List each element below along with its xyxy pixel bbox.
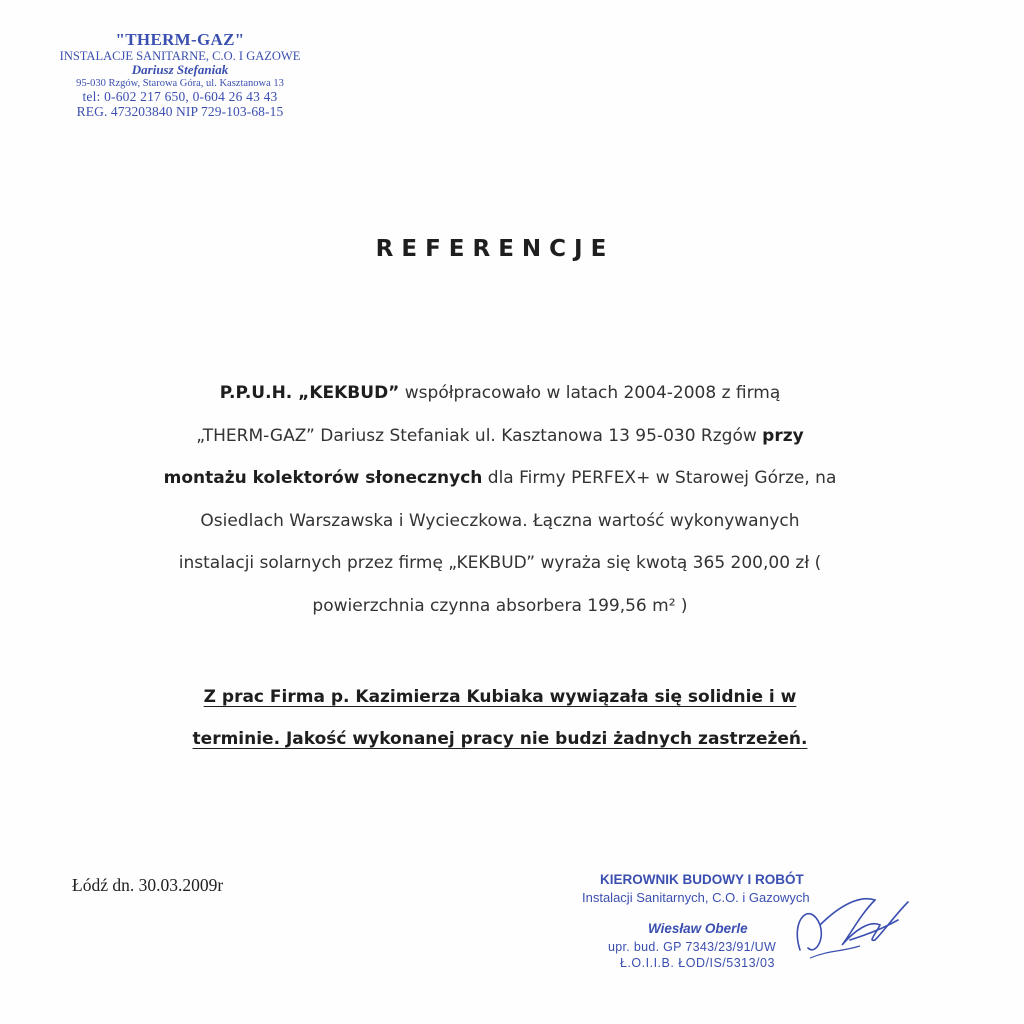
body-line-5: instalacji solarnych przez firmę „KEKBUD” wyraża się kwotą 365 200,00 zł ( bbox=[178, 553, 822, 573]
sig-stamp-subtitle: Instalacji Sanitarnych, C.O. i Gazowych bbox=[582, 890, 810, 905]
stamp-owner: Dariusz Stefaniak bbox=[131, 62, 229, 78]
body-line-1 bbox=[60, 372, 940, 415]
body-line-3-text: dla Firmy PERFEX+ w Starowej Górze, na bbox=[482, 468, 837, 488]
closing-line-1-text: Z prac Firma p. Kazimierza Kubiaka wywiązała się solidnie i w bbox=[203, 687, 797, 707]
sig-stamp-registry: Ł.O.I.I.B. ŁOD/IS/5313/03 bbox=[620, 956, 775, 970]
document-title: REFERENCJE bbox=[375, 236, 615, 262]
stamp-services: INSTALACJE SANITARNE, C.O. I GAZOWE bbox=[59, 49, 301, 64]
reference-body bbox=[60, 372, 940, 627]
body-line-3-bold: montażu kolektorów słonecznych bbox=[163, 468, 483, 488]
body-line-6: powierzchnia czynna absorbera 199,56 m² ) bbox=[312, 595, 688, 616]
stamp-phone: tel: 0-602 217 650, 0-604 26 43 43 bbox=[82, 89, 278, 105]
company-stamp bbox=[44, 30, 316, 120]
stamp-address: 95-030 Rzgów, Starowa Góra, ul. Kasztanowa 13 bbox=[76, 77, 284, 89]
sig-stamp-title: KIEROWNIK BUDOWY I ROBÓT bbox=[600, 872, 804, 887]
closing-line-1 bbox=[60, 676, 940, 718]
document-date: Łódź dn. 30.03.2009r bbox=[72, 875, 224, 895]
body-line-2 bbox=[60, 415, 940, 458]
body-line-2-text: „THERM-GAZ” Dariusz Stefaniak ul. Kasztanowa 13 95-030 Rzgów bbox=[196, 425, 763, 446]
company-name: P.P.U.H. „KEKBUD” bbox=[219, 383, 400, 403]
body-line-3 bbox=[60, 457, 940, 500]
sig-stamp-name: Wiesław Oberle bbox=[648, 921, 748, 936]
sig-stamp-permit: upr. bud. GP 7343/23/91/UW bbox=[608, 940, 777, 954]
stamp-company-name: "THERM-GAZ" bbox=[115, 30, 245, 49]
closing-line-2-text: terminie. Jakość wykonanej pracy nie budzi żadnych zastrzeżeń. bbox=[192, 729, 808, 749]
closing-statement bbox=[60, 676, 940, 760]
body-line-1-text: współpracowało w latach 2004-2008 z firmą bbox=[399, 383, 781, 403]
handwritten-signature bbox=[780, 880, 920, 970]
closing-line-2 bbox=[60, 718, 940, 760]
body-line-4: Osiedlach Warszawska i Wycieczkowa. Łączna wartość wykonywanych bbox=[200, 510, 800, 531]
stamp-registration: REG. 473203840 NIP 729-103-68-15 bbox=[76, 104, 284, 120]
body-line-2-bold: przy bbox=[762, 425, 804, 446]
